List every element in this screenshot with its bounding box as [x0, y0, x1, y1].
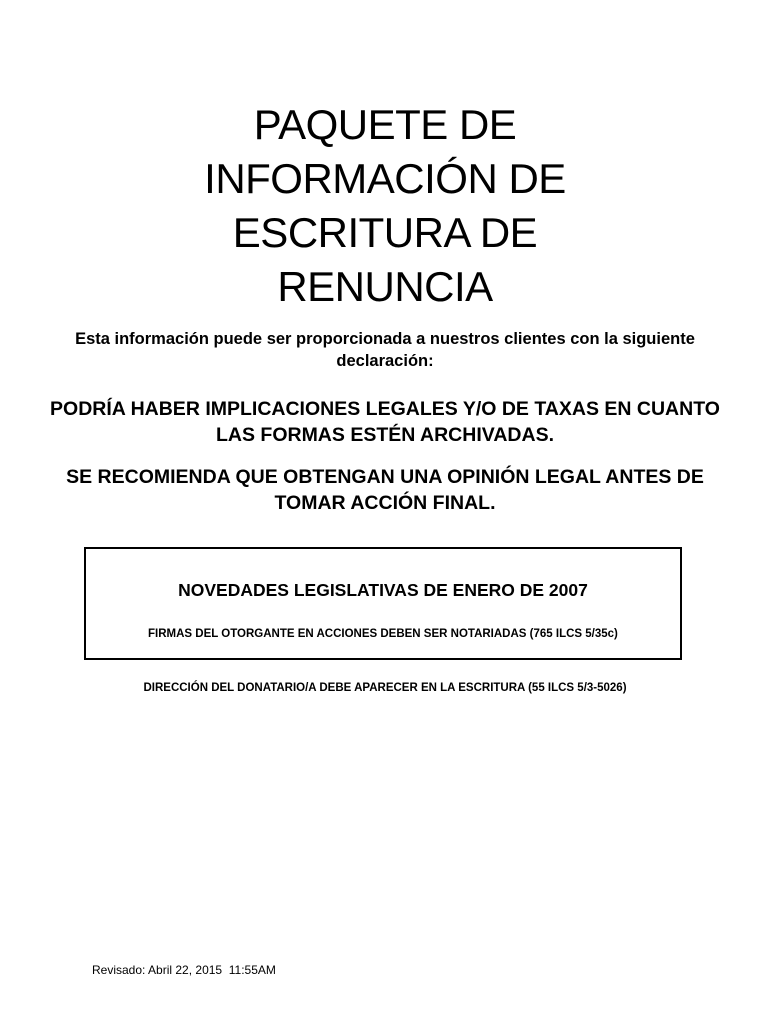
legislative-news-item: FIRMAS DEL OTORGANTE EN ACCIONES DEBEN SER NOTARIADAS (765 ILCS 5/35c) — [148, 628, 618, 640]
document-title — [0, 98, 770, 314]
legal-warning-implications: PODRÍA HABER IMPLICACIONES LEGALES Y/O DE TAXAS EN CUANTO LAS FORMAS ESTÉN ARCHIVADAS. — [50, 398, 720, 446]
title-line-2: INFORMACIÓN DE — [204, 155, 566, 202]
title-line-1: PAQUETE DE — [253, 101, 517, 148]
title-line-3: ESCRITURA DE — [232, 209, 538, 256]
title-line-4: RENUNCIA — [277, 263, 493, 310]
grantee-address-requirement: DIRECCIÓN DEL DONATARIO/A DEBE APARECER EN LA ESCRITURA (55 ILCS 5/3-5026) — [143, 682, 627, 694]
revision-footer: Revisado: Abril 22, 2015 11:55AM — [92, 963, 276, 977]
legislative-news-box — [84, 547, 682, 660]
intro-statement: Esta información puede ser proporcionada a nuestros clientes con la siguiente declaración: — [75, 330, 695, 370]
legal-warning-recommendation: SE RECOMIENDA QUE OBTENGAN UNA OPINIÓN LEGAL ANTES DE TOMAR ACCIÓN FINAL. — [66, 466, 704, 514]
legislative-news-title: NOVEDADES LEGISLATIVAS DE ENERO DE 2007 — [178, 580, 588, 600]
